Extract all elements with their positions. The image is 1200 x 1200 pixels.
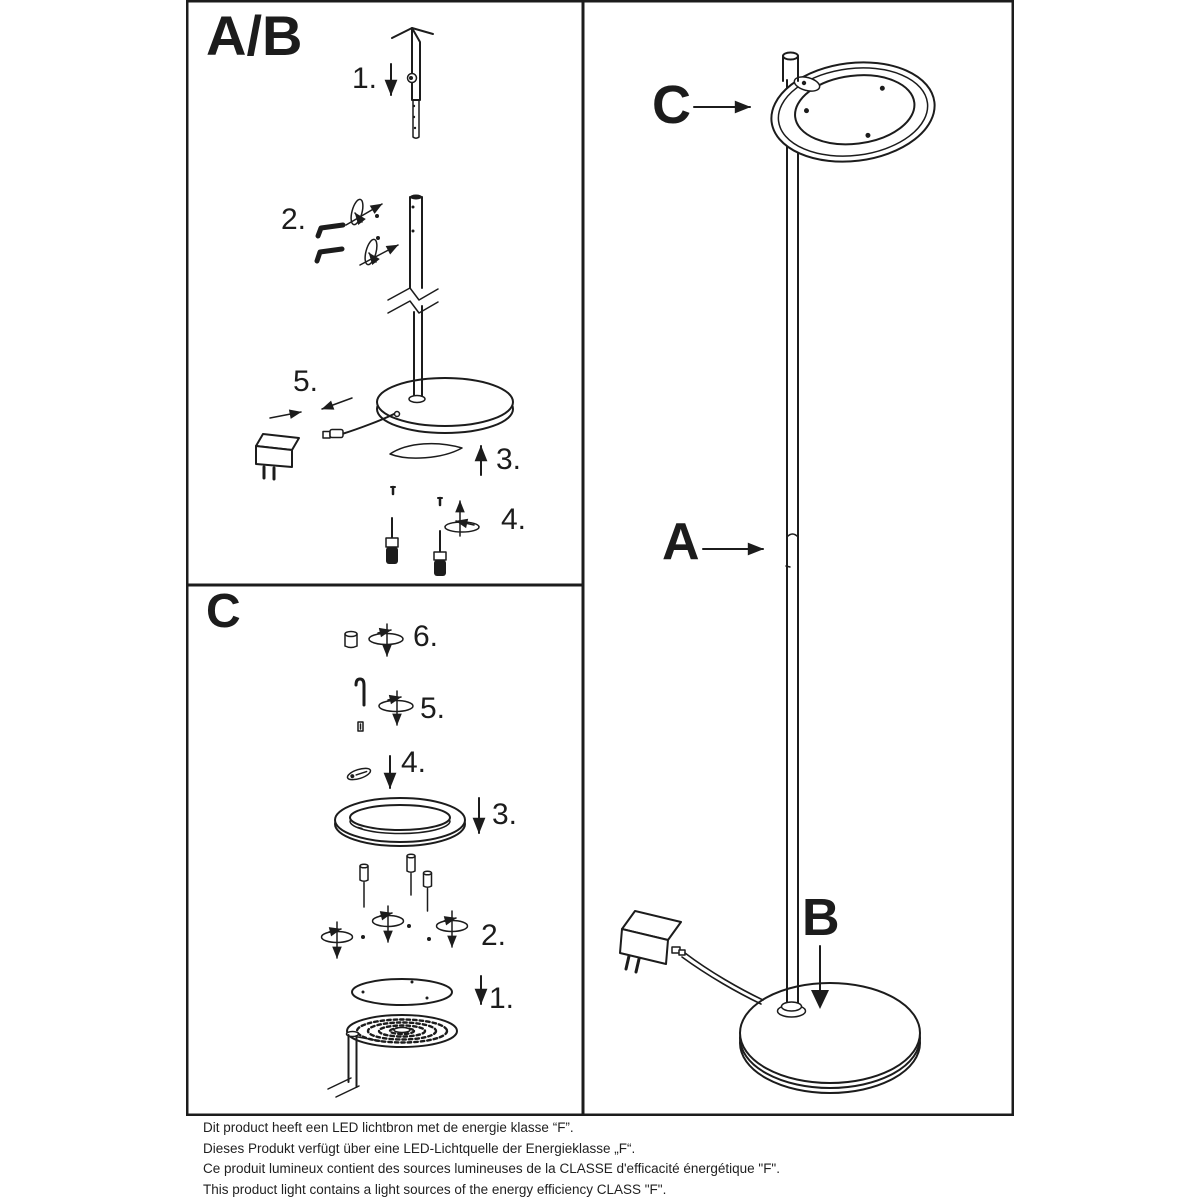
energy-class-notes [203, 1118, 1023, 1200]
pole-mid-section-drawing [388, 195, 438, 314]
panel-ab-step-1: 1. [352, 62, 378, 95]
part-label-b: B [802, 889, 840, 947]
part-label-c: C [652, 75, 691, 135]
panel-ab-drawing [186, 0, 584, 586]
part-label-a: A [662, 513, 700, 571]
note-fr: Ce produit lumineux contient des sources lumineuses de la CLASSE d'efficacité énergétique "F". [203, 1161, 780, 1176]
screwdriver-icons [386, 518, 446, 576]
panel-c-step-1: 1. [489, 982, 515, 1015]
panel-c-step-5: 5. [420, 692, 446, 725]
panel-ab-step-4: 4. [501, 503, 527, 536]
panel-c [186, 584, 584, 1116]
panel-overview [582, 0, 1014, 1116]
panel-c-drawing [186, 584, 584, 1116]
base-drawing [377, 306, 513, 433]
screw-icons [391, 487, 442, 505]
power-cable-drawing [682, 953, 763, 1004]
plug-direction-arrows [270, 398, 352, 418]
panel-c-step-3: 3. [492, 798, 518, 831]
finial-cylinder-drawing [345, 624, 403, 656]
rotation-symbols-step2 [322, 906, 468, 958]
panel-c-step-2: 2. [481, 919, 507, 952]
power-adapter-drawing [256, 434, 299, 479]
trim-ring-drawing [335, 798, 479, 846]
pin-icons [360, 854, 432, 911]
assembled-lamp-drawing [582, 0, 1014, 1116]
panel-c-step-4: 4. [401, 746, 427, 779]
rotation-symbol-step4 [445, 501, 479, 536]
panel-ab-step-3: 3. [496, 443, 522, 476]
panel-ab-step-5: 5. [293, 365, 319, 398]
power-adapter-drawing [620, 911, 685, 972]
panel-ab-title: A/B [206, 4, 303, 67]
led-plate-drawing [328, 1015, 457, 1097]
hex-key-icons [317, 225, 343, 261]
pole-top-section-drawing [391, 28, 433, 138]
cover-wedge-drawing [390, 444, 481, 475]
clip-drawing [346, 756, 390, 788]
note-de: Dieses Produkt verfügt über eine LED-Lichtquelle der Energieklasse „F“. [203, 1140, 636, 1156]
panel-ab-step-2: 2. [281, 203, 307, 236]
note-en: This product light contains a light sources of the energy efficiency CLASS "F". [203, 1181, 667, 1197]
panel-c-title: C [206, 585, 241, 638]
rotation-symbols-step2 [346, 198, 398, 266]
panel-c-step-6: 6. [413, 620, 439, 653]
diffuser-disc-drawing [352, 976, 481, 1005]
note-nl: Dit product heeft een LED lichtbron met de energie klasse “F”. [203, 1120, 574, 1135]
lamp-pole-drawing [778, 80, 806, 1017]
hook-pin-drawing [356, 679, 413, 731]
lamp-head-drawing [766, 53, 941, 170]
lamp-base-drawing [740, 983, 920, 1093]
panel-ab [186, 0, 584, 586]
